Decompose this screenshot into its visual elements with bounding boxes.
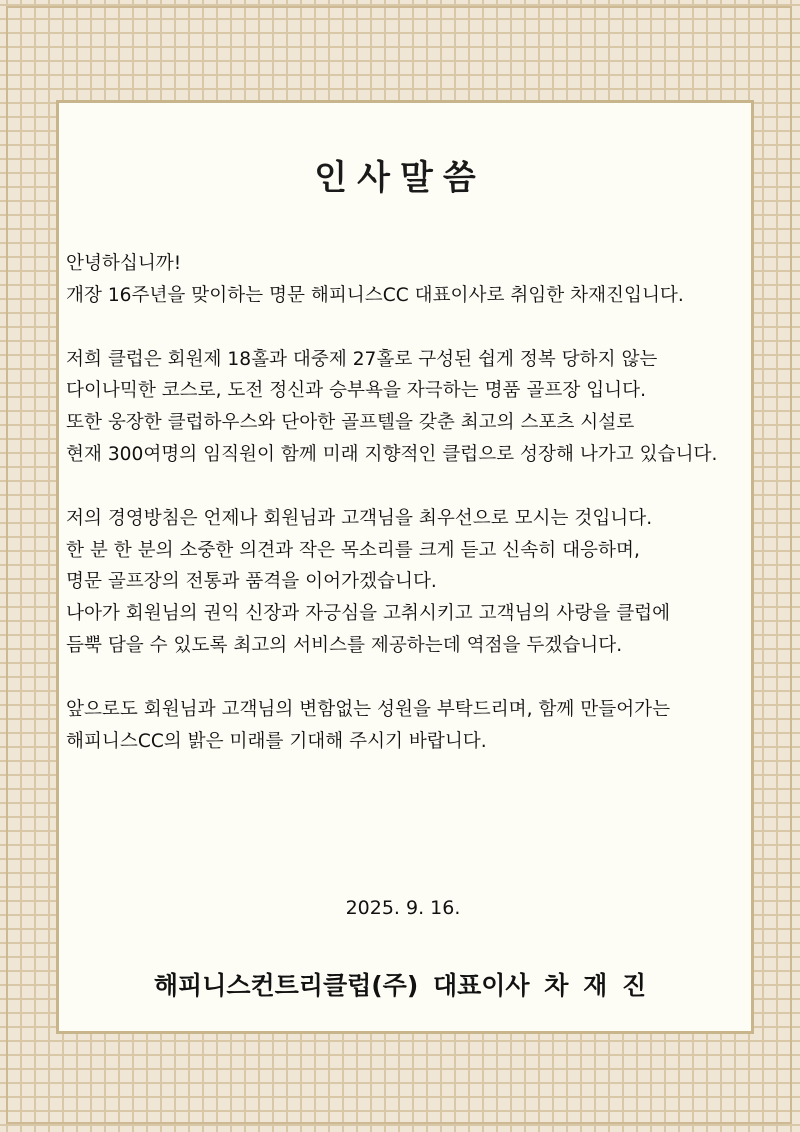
letter-date: 2025. 9. 16. <box>345 897 461 919</box>
body-line: 저희 클럽은 회원제 18홀과 대중제 27홀로 구성된 쉽게 정복 당하지 않는 <box>66 348 658 370</box>
letter-title: 인사말씀 <box>314 158 486 198</box>
body-line: 한 분 한 분의 소중한 의견과 작은 목소리를 크게 듣고 신속히 대응하며, <box>66 539 640 561</box>
body-line: 현재 300여명의 임직원이 함께 미래 지향적인 클럽으로 성장해 나가고 있습니다. <box>66 443 718 465</box>
letter-body <box>66 248 746 757</box>
body-line: 또한 웅장한 클럽하우스와 단아한 골프텔을 갖춘 최고의 스포츠 시설로 <box>66 412 635 434</box>
signature: 해피니스컨트리클럽(주) 대표이사 차 재 진 <box>153 971 647 1000</box>
body-line: 나아가 회원님의 권익 신장과 자긍심을 고취시키고 고객님의 사랑을 클럽에 <box>66 603 671 625</box>
body-line: 개장 16주년을 맞이하는 명문 해피니스CC 대표이사로 취임한 차재진입니다. <box>66 284 684 306</box>
body-line: 저의 경영방침은 언제나 회원님과 고객님을 최우선으로 모시는 것입니다. <box>66 507 653 529</box>
body-line: 다이나믹한 코스로, 도전 정신과 승부욕을 자극하는 명품 골프장 입니다. <box>66 380 646 402</box>
body-line: 앞으로도 회원님과 고객님의 변함없는 성원을 부탁드리며, 함께 만들어가는 <box>66 698 671 720</box>
body-line: 안녕하십니까! <box>66 253 182 274</box>
body-line: 듬뿍 담을 수 있도록 최고의 서비스를 제공하는데 역점을 두겠습니다. <box>66 634 623 656</box>
body-line: 명문 골프장의 전통과 품격을 이어가겠습니다. <box>66 571 437 593</box>
body-line: 해피니스CC의 밝은 미래를 기대해 주시기 바랍니다. <box>66 730 487 752</box>
